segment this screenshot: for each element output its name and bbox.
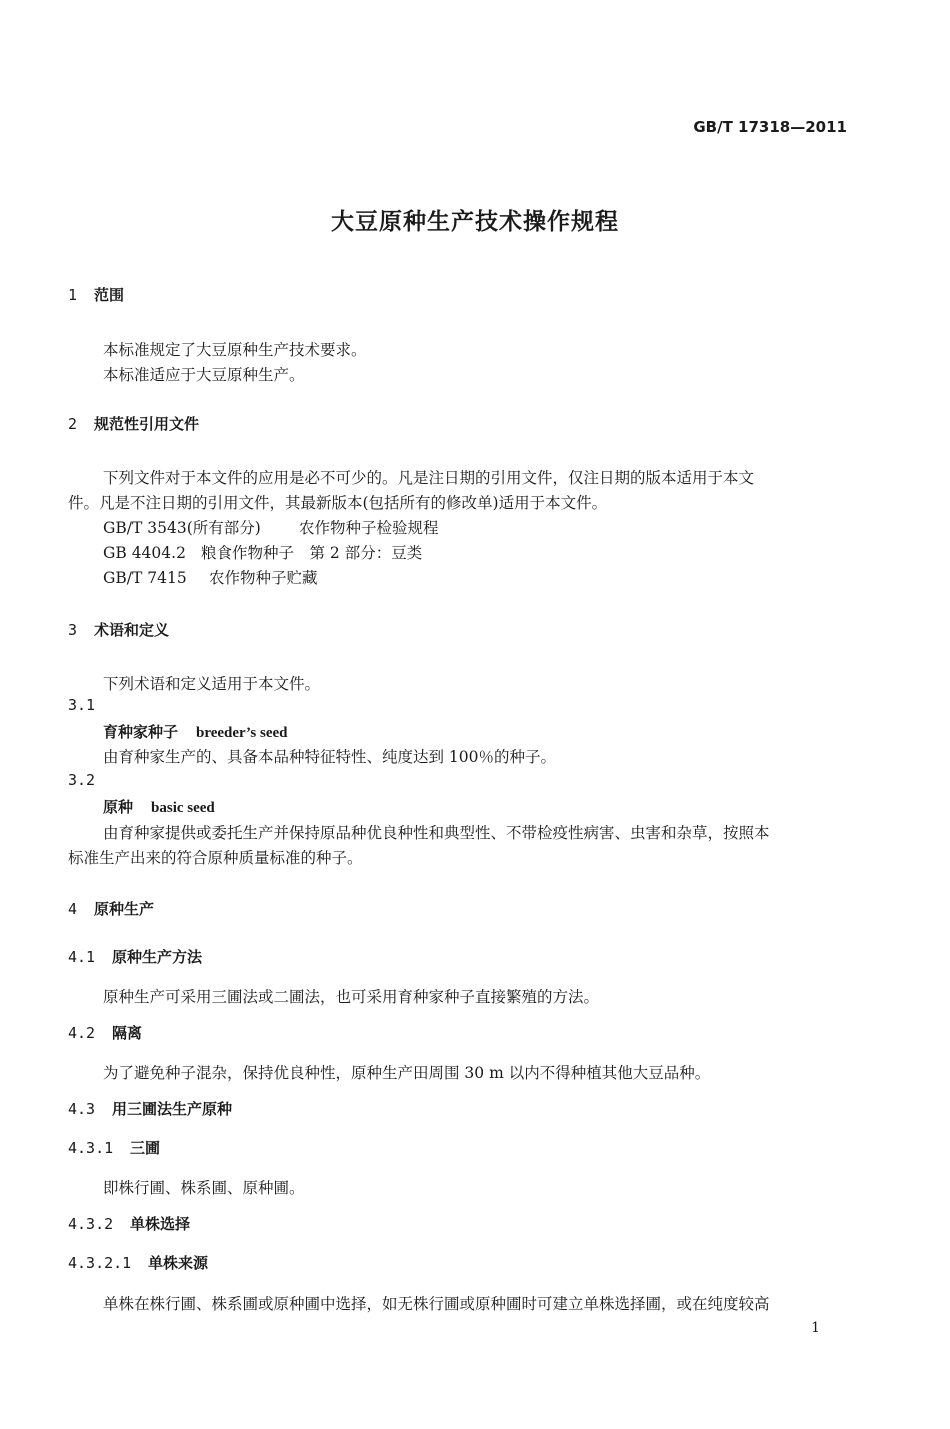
section-3-heading	[68, 619, 169, 640]
paragraph: 为了避免种子混杂，保持优良种性，原种生产田周围 30 m 以内不得种植其他大豆品种。	[103, 1064, 711, 1082]
section-number: 4.3.1	[68, 1139, 114, 1157]
term-number-text: 3.2	[68, 771, 96, 789]
paragraph: 下列术语和定义适用于本文件。	[103, 675, 321, 693]
reference-title: 农作物种子贮藏	[209, 569, 318, 587]
paragraph: 下列文件对于本文件的应用是必不可少的。凡是注日期的引用文件，仅注日期的版本适用于本文	[103, 469, 755, 487]
section-title: 隔离	[112, 1024, 143, 1042]
section-number: 3	[68, 621, 78, 639]
paragraph: 原种生产可采用三圃法或二圃法，也可采用育种家种子直接繁殖的方法。	[103, 988, 600, 1006]
section-title: 单株来源	[148, 1254, 209, 1272]
section-title: 单株选择	[130, 1215, 191, 1233]
reference-title: 农作物种子检验规程	[299, 519, 439, 537]
section-number: 1	[68, 286, 78, 304]
section-2-heading	[68, 413, 199, 434]
paragraph: 即株行圃、株系圃、原种圃。	[103, 1179, 305, 1197]
term-definition: 标准生产出来的符合原种质量标准的种子。	[68, 849, 363, 867]
subsection-4-2-heading	[68, 1022, 142, 1043]
term-heading	[103, 796, 215, 817]
subsection-4-3-2-heading	[68, 1213, 190, 1234]
reference-title: 粮食作物种子 第 2 部分：豆类	[201, 544, 423, 562]
section-title: 原种生产	[94, 900, 155, 918]
reference-code: GB/T 3543(所有部分)	[103, 519, 261, 537]
section-4-heading	[68, 898, 154, 919]
document-title: 大豆原种生产技术操作规程	[331, 209, 619, 235]
section-title: 用三圃法生产原种	[112, 1100, 233, 1118]
section-title: 三圃	[130, 1139, 161, 1157]
section-number: 4.3.2	[68, 1215, 114, 1233]
subsection-4-3-heading	[68, 1098, 232, 1119]
section-number: 4	[68, 900, 78, 918]
paragraph: 本标准适应于大豆原种生产。	[103, 366, 305, 384]
section-number: 4.1	[68, 948, 96, 966]
standard-number: GB/T 17318—2011	[693, 118, 847, 136]
section-title: 原种生产方法	[112, 948, 203, 966]
term-number-text: 3.1	[68, 696, 96, 714]
paragraph: 本标准规定了大豆原种生产技术要求。	[103, 341, 367, 359]
section-number: 2	[68, 415, 78, 433]
subsection-4-3-1-heading	[68, 1137, 160, 1158]
reference-item	[103, 541, 422, 563]
term-english: breeder’s seed	[196, 725, 288, 741]
section-number: 4.2	[68, 1024, 96, 1042]
subsection-4-3-2-1-heading	[68, 1252, 208, 1273]
term-definition: 由育种家生产的、具备本品种特征特性、纯度达到 100％的种子。	[103, 748, 557, 766]
section-title: 规范性引用文件	[94, 415, 200, 433]
term-english: basic seed	[151, 800, 215, 816]
term-heading	[103, 721, 288, 742]
section-1-heading	[68, 284, 124, 305]
reference-code: GB 4404.2	[103, 544, 186, 562]
reference-item	[103, 516, 439, 538]
term-chinese: 育种家种子	[103, 723, 179, 741]
section-number: 4.3.2.1	[68, 1254, 132, 1272]
section-title: 范围	[94, 286, 125, 304]
term-definition: 由育种家提供或委托生产并保持原品种优良种性和典型性、不带检疫性病害、虫害和杂草，按照本	[103, 824, 770, 842]
subsection-4-1-heading	[68, 946, 202, 967]
term-number	[68, 771, 95, 789]
reference-item	[103, 566, 318, 588]
paragraph: 件。凡是不注日期的引用文件，其最新版本(包括所有的修改单)适用于本文件。	[68, 494, 608, 512]
term-number	[68, 696, 95, 714]
term-chinese: 原种	[103, 798, 134, 816]
paragraph: 单株在株行圃、株系圃或原种圃中选择，如无株行圃或原种圃时可建立单株选择圃，或在纯度较高	[103, 1295, 770, 1313]
reference-code: GB/T 7415	[103, 569, 187, 587]
page-number: 1	[811, 1320, 820, 1336]
section-number: 4.3	[68, 1100, 96, 1118]
section-title: 术语和定义	[94, 621, 170, 639]
